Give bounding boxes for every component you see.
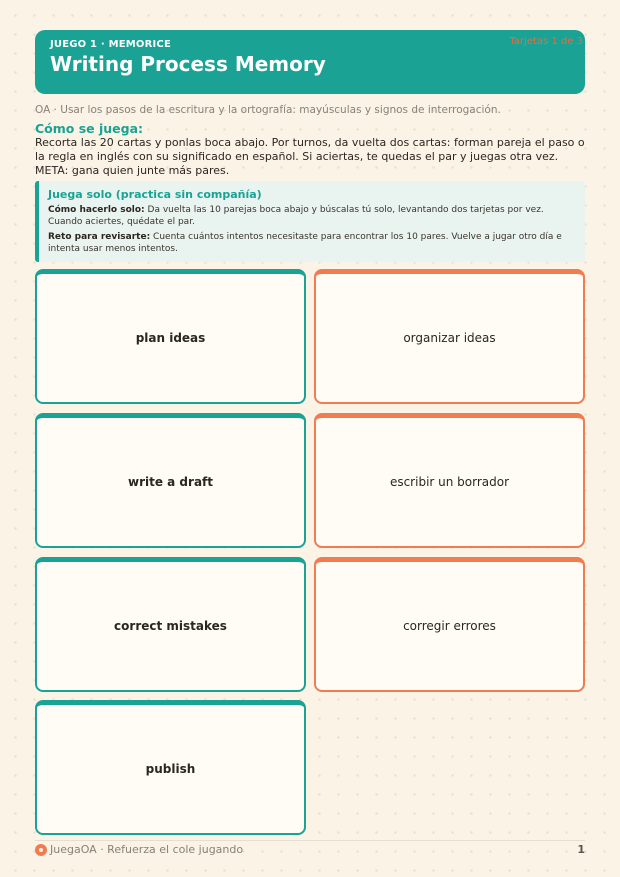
howto-title: Cómo se juega: <box>35 121 144 136</box>
page-title: Writing Process Memory <box>50 52 326 76</box>
solo-how-text: Da vuelta las 10 parejas boca abajo y búscalas tú solo, levantando dos tarjetas por vez. Cuando aciertes, quédate el par. <box>48 205 544 227</box>
footer-divider <box>35 840 585 841</box>
card-english[interactable]: publish <box>35 700 306 835</box>
solo-check-paragraph <box>48 231 575 255</box>
brand-logo-icon <box>35 844 47 856</box>
header-banner <box>35 30 585 94</box>
card-spanish[interactable]: escribir un borrador <box>314 413 585 548</box>
solo-check-label: Reto para revisarte: <box>48 232 151 242</box>
solo-how-paragraph <box>48 204 575 228</box>
howto-body: Recorta las 20 cartas y ponlas boca abajo. Por turnos, da vuelta dos cartas: forman pareja el paso o la regla en inglés con su significado en español. Si aciertas, te quedas el par y juegas otra vez. META: gana quien junte más pares. <box>35 136 585 177</box>
footer-page-number: 1 <box>577 843 585 856</box>
card-english[interactable]: correct mistakes <box>35 557 306 692</box>
game-kicker: JUEGO 1 · MEMORICE <box>50 39 172 50</box>
learning-objective: OA · Usar los pasos de la escritura y la ortografía: mayúsculas y signos de interrogación. <box>35 104 501 116</box>
footer-brand: JuegaOA · Refuerza el cole jugando <box>50 843 244 856</box>
solo-how-label: Cómo hacerlo solo: <box>48 205 145 215</box>
card-spanish[interactable]: organizar ideas <box>314 269 585 404</box>
card-english[interactable]: plan ideas <box>35 269 306 404</box>
card-spanish[interactable]: corregir errores <box>314 557 585 692</box>
solo-title: Juega solo (practica sin compañía) <box>48 188 262 201</box>
page-label: Tarjetas 1 de 3 <box>509 36 583 47</box>
solo-play-box <box>35 181 585 262</box>
solo-check-text: Cuenta cuántos intentos necesitaste para encontrar los 10 pares. Vuelve a jugar otro día e intenta usar menos intentos. <box>48 232 562 254</box>
card-english[interactable]: write a draft <box>35 413 306 548</box>
